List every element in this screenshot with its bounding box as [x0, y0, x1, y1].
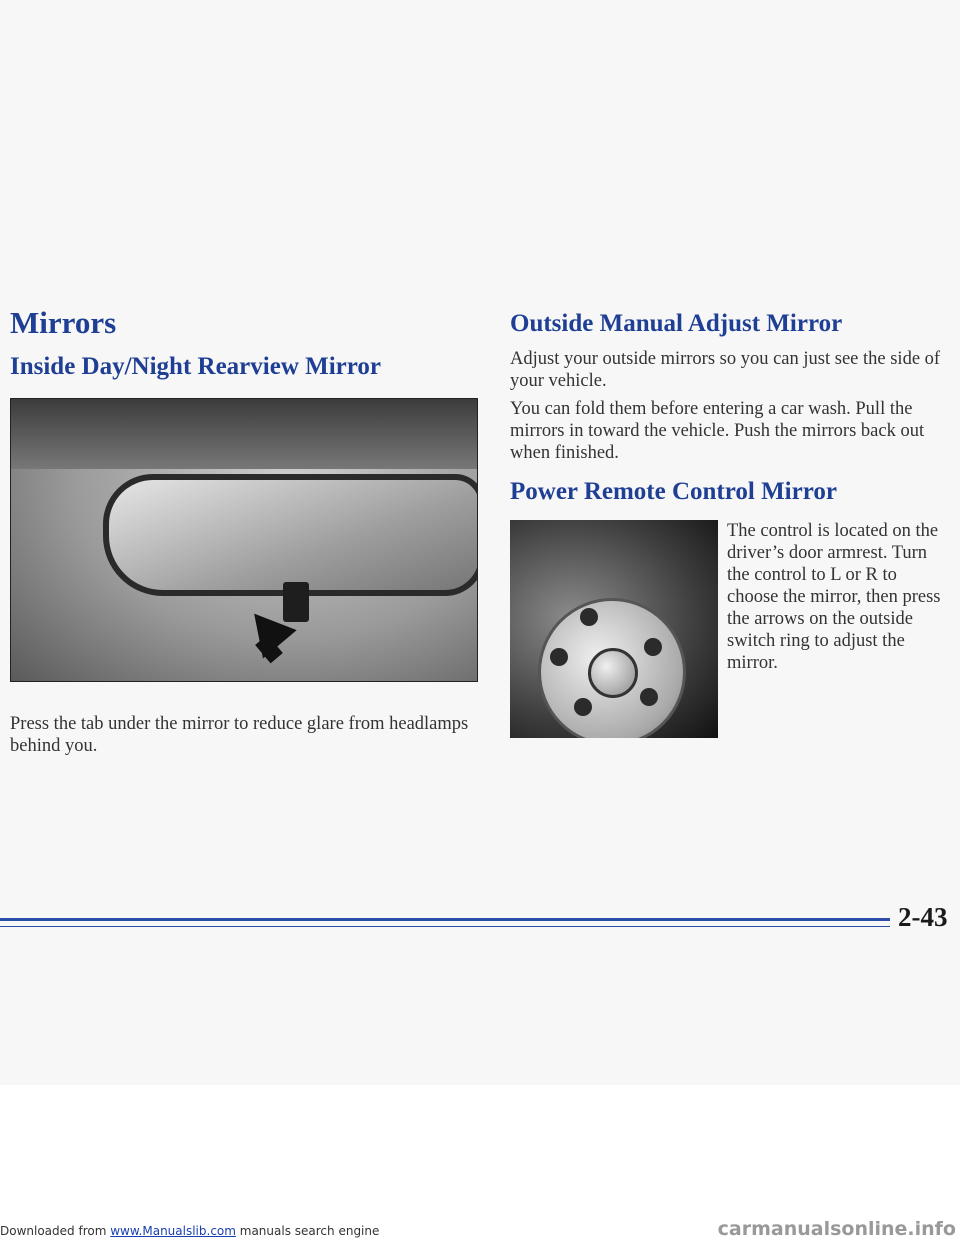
outside-manual-para-2: You can fold them before entering a car wash. Pull the mirrors in toward the vehicle. Push the mirrors back out when finished.	[510, 399, 925, 463]
mirror-control-photo	[510, 520, 718, 738]
arrow-down-right-icon	[640, 688, 658, 706]
power-remote-heading: Power Remote Control Mirror	[510, 478, 837, 505]
arrow-down-icon	[574, 698, 592, 716]
outside-manual-heading: Outside Manual Adjust Mirror	[510, 310, 843, 337]
inside-mirror-heading: Inside Day/Night Rearview Mirror	[10, 353, 382, 380]
arrow-right-icon	[644, 638, 662, 656]
headliner	[11, 399, 477, 469]
outside-manual-para-1: Adjust your outside mirrors so you can just see the side of your vehicle.	[510, 349, 941, 391]
page-title: Mirrors	[10, 305, 117, 340]
selector-knob	[588, 648, 638, 698]
footer-rule	[0, 918, 890, 921]
download-suffix: manuals search engine	[235, 1224, 380, 1238]
page-number: 2-43	[898, 902, 948, 932]
manualslib-link[interactable]: www.Manualslib.com	[110, 1224, 236, 1238]
power-remote-text: The control is located on the driver’s door armrest. Turn the control to L or R to choose the mirror, then press the arrows on the outside switch ring to adjust the mirror.	[727, 521, 941, 673]
download-credit	[0, 1224, 379, 1238]
inside-mirror-caption: Press the tab under the mirror to reduce glare from headlamps behind you.	[10, 714, 469, 756]
download-prefix: Downloaded from	[0, 1224, 111, 1238]
site-watermark: carmanualsonline.info	[717, 1218, 956, 1240]
mirror-glass	[103, 474, 478, 596]
rearview-mirror-photo	[10, 398, 478, 682]
arrow-left-icon	[550, 648, 568, 666]
arrow-up-icon	[580, 608, 598, 626]
footer-rule-thin	[0, 926, 890, 927]
day-night-tab	[283, 582, 309, 622]
